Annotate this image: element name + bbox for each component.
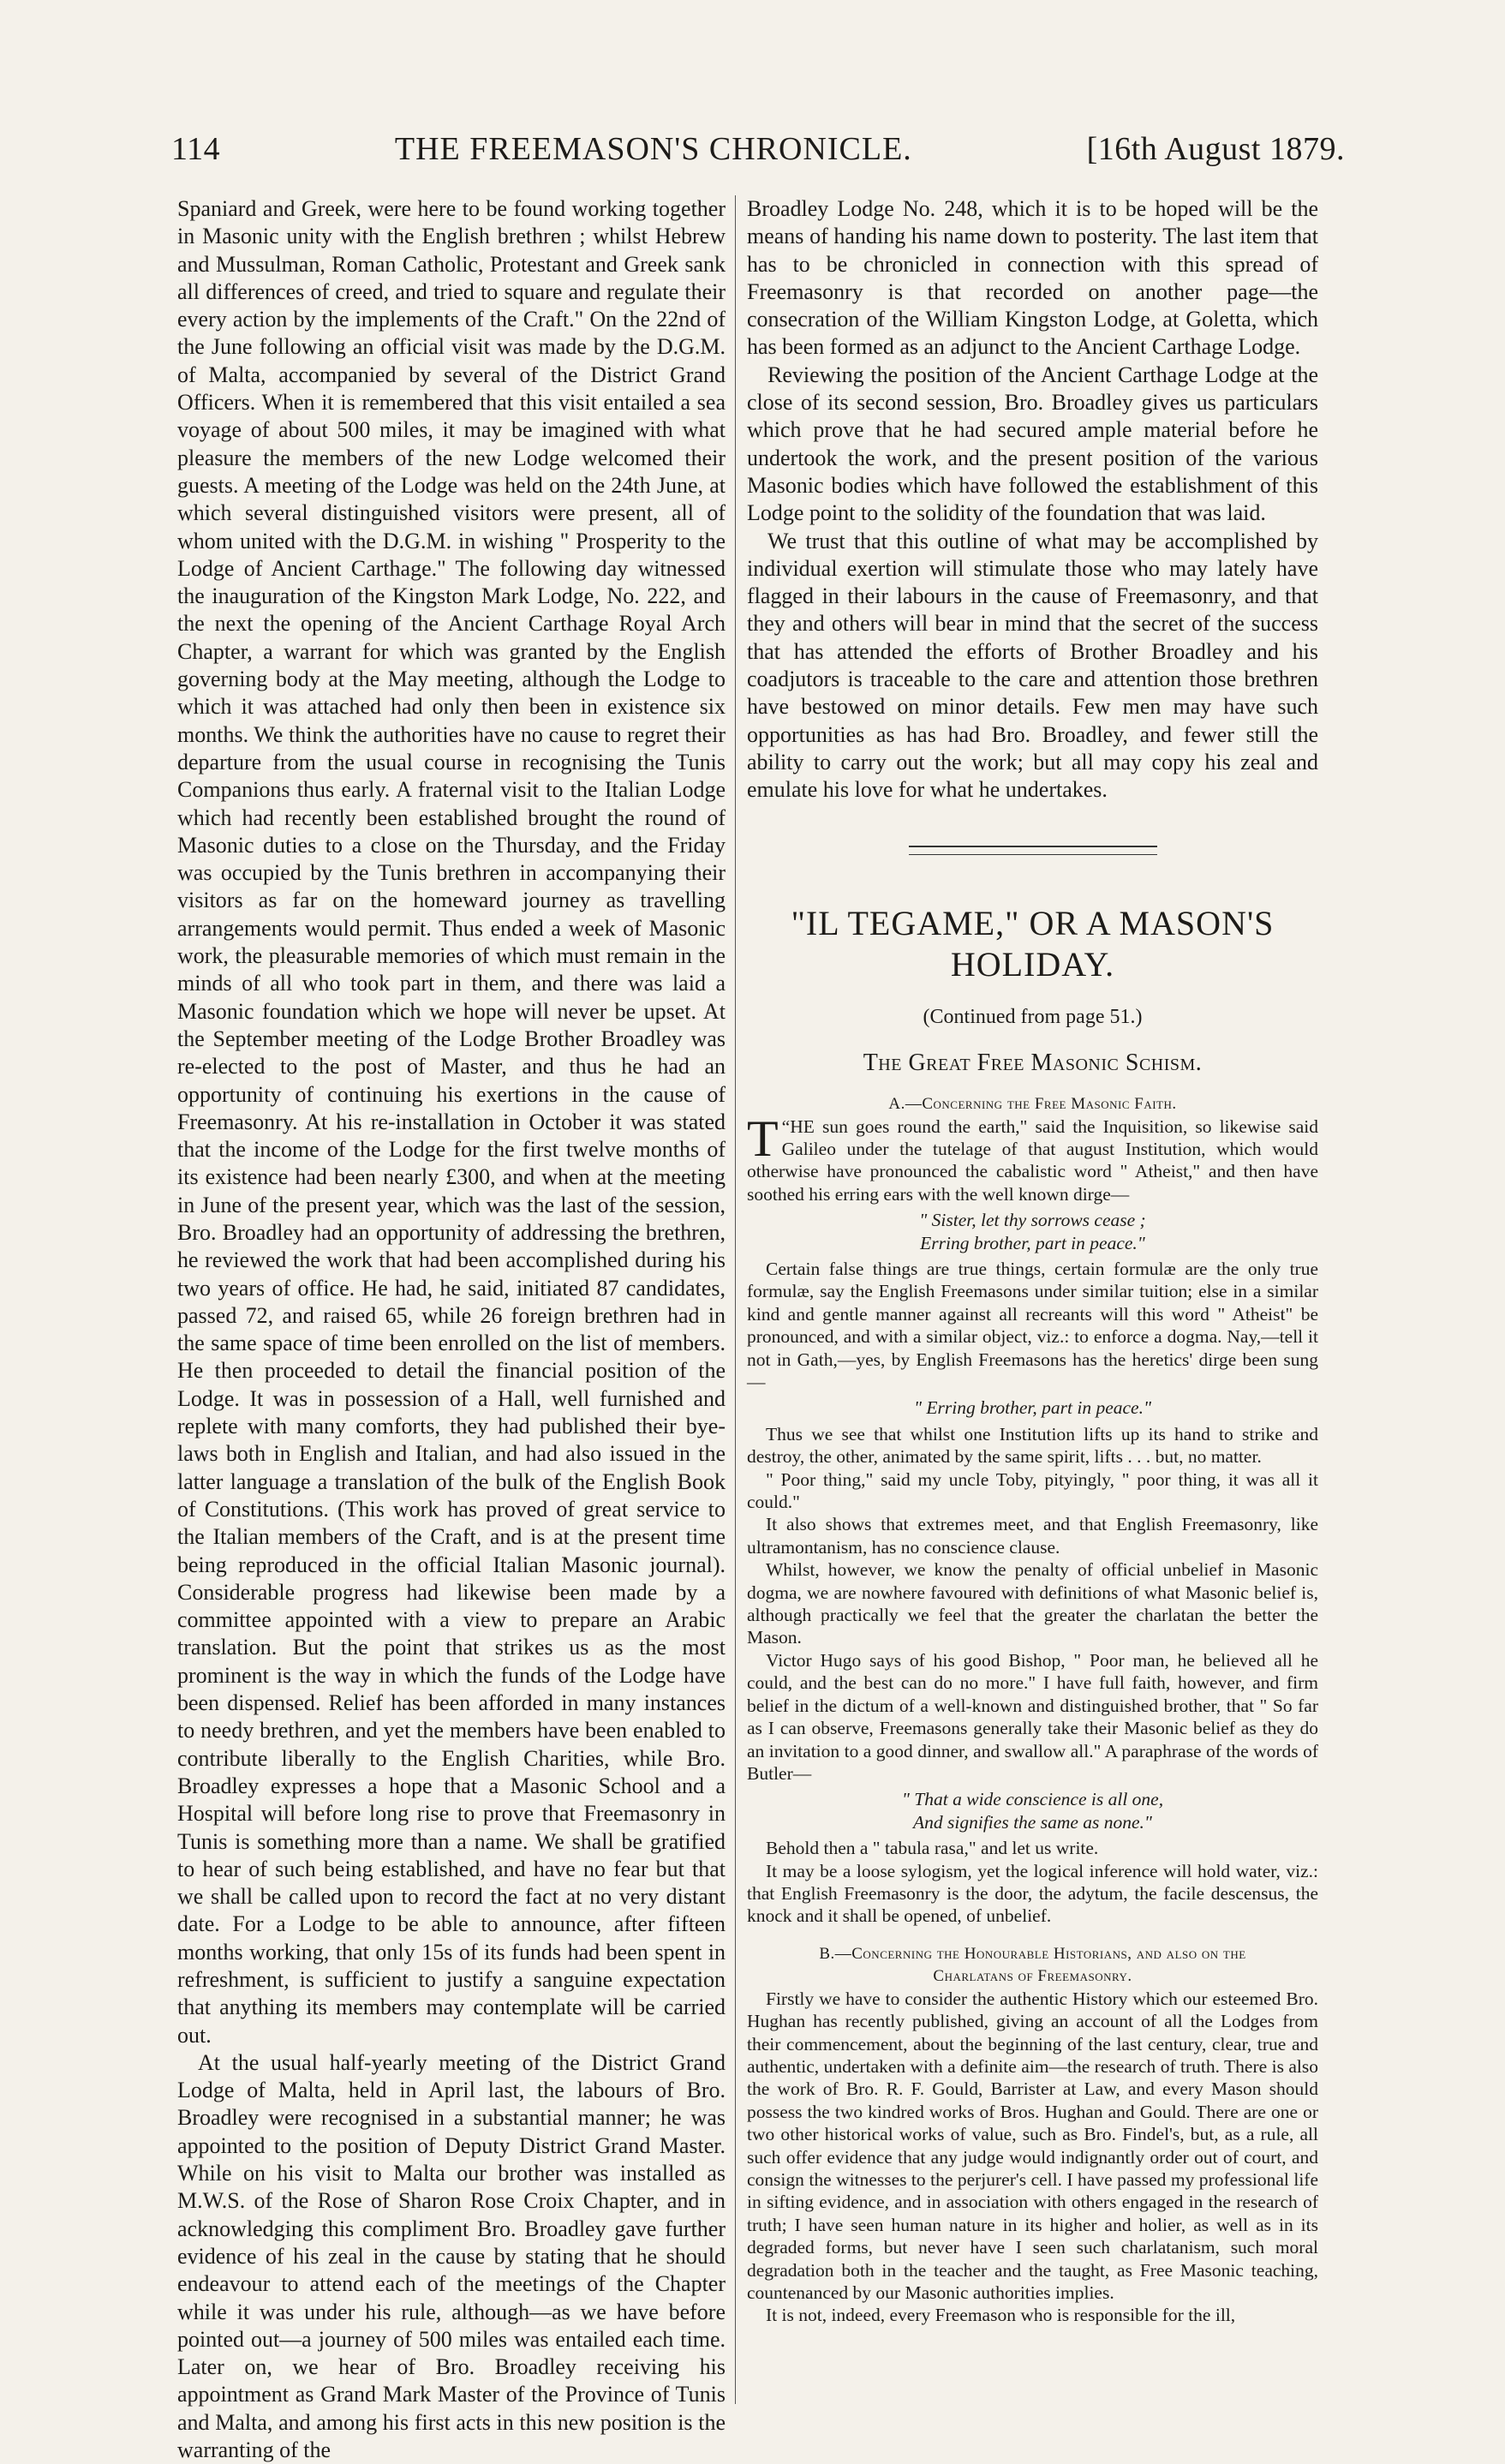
left-paragraph-1: Spaniard and Greek, were here to be found working together in Masonic unity with the English brethren ; whilst Hebrew and Mussulman, Roman Catholic, Protestant and Greek sank all differences of creed, and tried to square and regulate their every action by the implements of the Craft." On the 22nd of the June following an official visit was made by the D.G.M. of Malta, accompanied by several of the District Grand Officers. When it is remembered that this visit entailed a sea voyage of about 500 miles, it may be imagined with what pleasure the members of the new Lodge welcomed their guests. A meeting of the Lodge was held on the 24th June, at which several distinguished visitors were present, all of whom united with the D.G.M. in wishing " Prosperity to the Lodge of Ancient Carthage." The following day witnessed the inauguration of the Kingston Mark Lodge, No. 222, and the next the opening of the Ancient Carthage Royal Arch Chapter, a warrant for which was granted by the English governing body at the May meeting, although the Lodge to which it was attached had only then been in existence six months. We think the authorities have no cause to regret their departure from the usual course in recognising the Tunis Companions thus early. A fraternal visit to the Italian Lodge which had recently been established brought the round of Masonic duties to a close on the Thursday, and the Friday was occupied by the Tunis brethren in accompanying their visitors as far on the homeward journey as travelling arrangements would permit. Thus ended a week of Masonic work, the pleasurable memories of which must remain in the minds of all who took part in them, and there was laid a Masonic foundation which we hope will never be upset. At the September meeting of the Lodge Brother Broadley was re-elected to the post of Master, and thus he had an opportunity of continuing his exertions in the cause of Freemasonry. At his re-installation in October it was stated that the income of the Lodge for the first twelve months of its existence had been nearly £300, and when at the meeting in June of the present year, which was the last of the session, Bro. Broadley had an opportunity of addressing the brethren, he reviewed the work that had been accomplished during his two years of office. He had, he said, initiated 87 candidates, passed 72, and raised 65, while 26 foreign brethren had in the same space of time been enrolled on the list of members. He then proceeded to detail the financial position of the Lodge. It was in possession of a Hall, well furnished and replete with many comforts, they had published their bye-laws both in English and Italian, and had also issued in the latter language a translation of the bulk of the English Book of Constitutions. (This work has proved of great service to the Italian members of the Craft, and is at the present time being reproduced in the official Italian Masonic journal). Considerable progress had likewise been made by a committee appointed with a view to prepare an Arabic translation. But the point that strikes us as the most prominent is the way in which the funds of the Lodge have been dispensed. Relief has been afforded in many instances to needy brethren, and yet the members have been enabled to contribute liberally to the English Charities, while Bro. Broadley expresses a hope that a Masonic School and a Hospital will before long rise to prove that Freemasonry in Tunis is something more than a name. We shall be gratified to hear of such being established, and have no fear but that we shall be called upon to record the fact at no very distant date. For a Lodge to be able to announce, after fifteen months working, that only 15s of its funds had been spent in refreshment, is sufficient to justify a sanguine expectation that anything its members may contemplate will be carried out. (177, 196, 726, 2048)
article-paragraph-8: Behold then a " tabula rasa," and let us write. (766, 1838, 1099, 1859)
article-paragraph-1: T “HE sun goes round the earth," said the Inquisition, so likewise said Galileo under the tutelage of that august Institution, which would otherwise have pronounced the cabalistic word " Atheist," and then have soothed his erring ears with the well known dirge— (747, 1109, 1318, 1205)
publication-title: THE FREEMASON'S CHRONICLE. (394, 131, 912, 167)
verse-2: " Erring brother, part in peace." (913, 1397, 1152, 1419)
drop-cap: T (747, 1109, 779, 1167)
article-title (747, 903, 1318, 985)
verse-3-line-1: " That a wide conscience is all one, (901, 1789, 1164, 1810)
section-separator (909, 846, 1157, 855)
article-paragraph-5: It also shows that extremes meet, and that English Freemasonry, like ultramontanism, has no conscience clause. (747, 1514, 1318, 1558)
article-title-line-1: "IL TEGAME," OR A MASON'S (791, 903, 1275, 942)
subsection-a-heading: A.—Concerning the Free Masonic Faith. (888, 1094, 1177, 1113)
right-paragraph-3: We trust that this outline of what may be accomplished by individual exertion will stimulate those who may lately have flagged in their labours in the cause of Freemasonry, and that they and others will bear in mind that the secret of the success that has attended the efforts of Brother Broadley and his coadjutors is traceable to the care and attention those brethren have bestowed on minor details. Few men may have such opportunities as has had Bro. Broadley, and fewer still the ability to carry out the work; but all may copy his zeal and emulate his love for what he undertakes. (747, 528, 1318, 803)
article-paragraph-7: Victor Hugo says of his good Bishop, " Poor man, he believed all he could, and the best can do no more." I have full faith, however, and firm belief in the dictum of a well-known and distinguished brother, that " So far as I can observe, Freemasons generally take their Masonic belief as they do an invitation to a good dinner, and swallow all." A paraphrase of the words of Butler— (747, 1649, 1318, 1784)
page-number: 114 (171, 131, 221, 167)
issue-date: [16th August 1879. (1086, 131, 1345, 167)
verse-1-line-1: " Sister, let thy sorrows cease ; (919, 1210, 1146, 1231)
article-body (747, 1109, 1318, 2327)
article-paragraph-1-text: HE sun goes round the earth," said the Inquisition, so likewise said Galileo under the tutelage of that august Institution, which would otherwise have pronounced the cabalistic word " Atheist," and then have soothed his erring ears with the well known dirge— (747, 1115, 1318, 1205)
article-title-line-2: HOLIDAY. (950, 944, 1115, 984)
verse-3-line-2: And signifies the same as none." (913, 1811, 1152, 1833)
article-paragraph-10: Firstly we have to consider the authentic History which our esteemed Bro. Hughan has recently published, giving an account of all the Lodges from their commencement, about the beginning of the last century, clear, true and authentic, undertaken with a definite aim—the research of truth. There is also the work of Bro. R. F. Gould, Barrister at Law, and every Mason should possess the two kindred works of Bros. Hughan and Gould. There are one or two other historical works of value, such as Bro. Findel's, but, as a rule, all such offer evidence that any judge would indignantly order out of court, and consign the witnesses to the perjurer's cell. I have passed my professional life in sifting evidence, and in association with others engaged in the research of truth; I have seen human nature in its higher and holier, as well as in its degraded forms, but never have I seen such charlatanism, such moral degradation both in the teacher and the taught, as Free Masonic teaching, countenanced by our Masonic authorities implies. (747, 1988, 1318, 2304)
section-title: The Great Free Masonic Schism. (863, 1049, 1203, 1076)
subsection-b-heading-line-2: Charlatans of Freemasonry. (933, 1966, 1132, 1985)
verse-1-line-2: Erring brother, part in peace." (920, 1232, 1145, 1253)
article-paragraph-9: It may be a loose sylogism, yet the logical inference will hold water, viz.: that English Freemasonry is the door, the adytum, the facile descensus, the knock and it shall be opened, of unbelief. (747, 1860, 1318, 1927)
left-column (177, 195, 726, 2463)
article-paragraph-6: Whilst, however, we know the penalty of official unbelief in Masonic dogma, we are nowhere favoured with definitions of what Masonic belief is, although practically we feel that the greater the charlatan the better the Mason. (747, 1559, 1318, 1648)
verse-3 (747, 1788, 1318, 1833)
subsection-b-heading-line-1: B.—Concerning the Honourable Historians, and also on the (819, 1944, 1246, 1963)
left-paragraph-2: At the usual half-yearly meeting of the District Grand Lodge of Malta, held in April last, the labours of Bro. Broadley were recognised in a substantial manner; he was appointed to the position of Deputy District Grand Master. While on his visit to Malta our brother was installed as M.W.S. of the Rose of Sharon Rose Croix Chapter, and in acknowledging this compliment Bro. Broadley gave further evidence of his zeal in the cause by stating that he should endeavour to attend each of the meetings of the Chapter while it was under his rule, although—as we have before pointed out—a journey of 500 miles was entailed each time. Later on, we hear of Bro. Broadley receiving his appointment as Grand Mark Master of the Province of Tunis and Malta, and among his first acts in this new position is the warranting of the (177, 2049, 726, 2463)
article-paragraph-2: Certain false things are true things, certain formulæ are the only true formulæ, say the English Freemasons under similar tuition; else in a similar kind and gentle manner against all recreants will this word " Atheist" be pronounced, and with a similar object, viz.: to enforce a dogma. Nay,—tell it not in Gath,—yes, by English Freemasons has the heretics' dirge been sung— (747, 1258, 1318, 1392)
subsection-b-heading (747, 1943, 1318, 1988)
page-header (171, 130, 1345, 178)
article-paragraph-4: " Poor thing," said my uncle Toby, pityingly, " poor thing, it was all it could." (747, 1468, 1318, 1513)
column-divider (735, 195, 736, 2404)
right-column (747, 195, 1318, 2406)
article-paragraph-11: It is not, indeed, every Freemason who is responsible for the ill, (766, 2305, 1236, 2326)
verse-1 (747, 1209, 1318, 1254)
article-paragraph-3: Thus we see that whilst one Institution lifts up its hand to strike and destroy, the other, animated by the same spirit, lifts . . . but, no matter. (747, 1423, 1318, 1468)
right-paragraph-1: Broadley Lodge No. 248, which it is to be hoped will be the means of handing his name down to posterity. The last item that has to be chronicled in connection with this spread of Freemasonry is that recorded on another page—the consecration of the William Kingston Lodge, at Goletta, which has been formed as an adjunct to the Ancient Carthage Lodge. (747, 196, 1318, 360)
right-paragraph-2: Reviewing the position of the Ancient Carthage Lodge at the close of its second session, Bro. Broadley gives us particulars which prove that he had secured ample material before he undertook the work, and the present position of the various Masonic bodies which have followed the establishment of this Lodge point to the solidity of the foundation that was laid. (747, 362, 1318, 526)
continued-note: (Continued from page 51.) (923, 1005, 1143, 1028)
